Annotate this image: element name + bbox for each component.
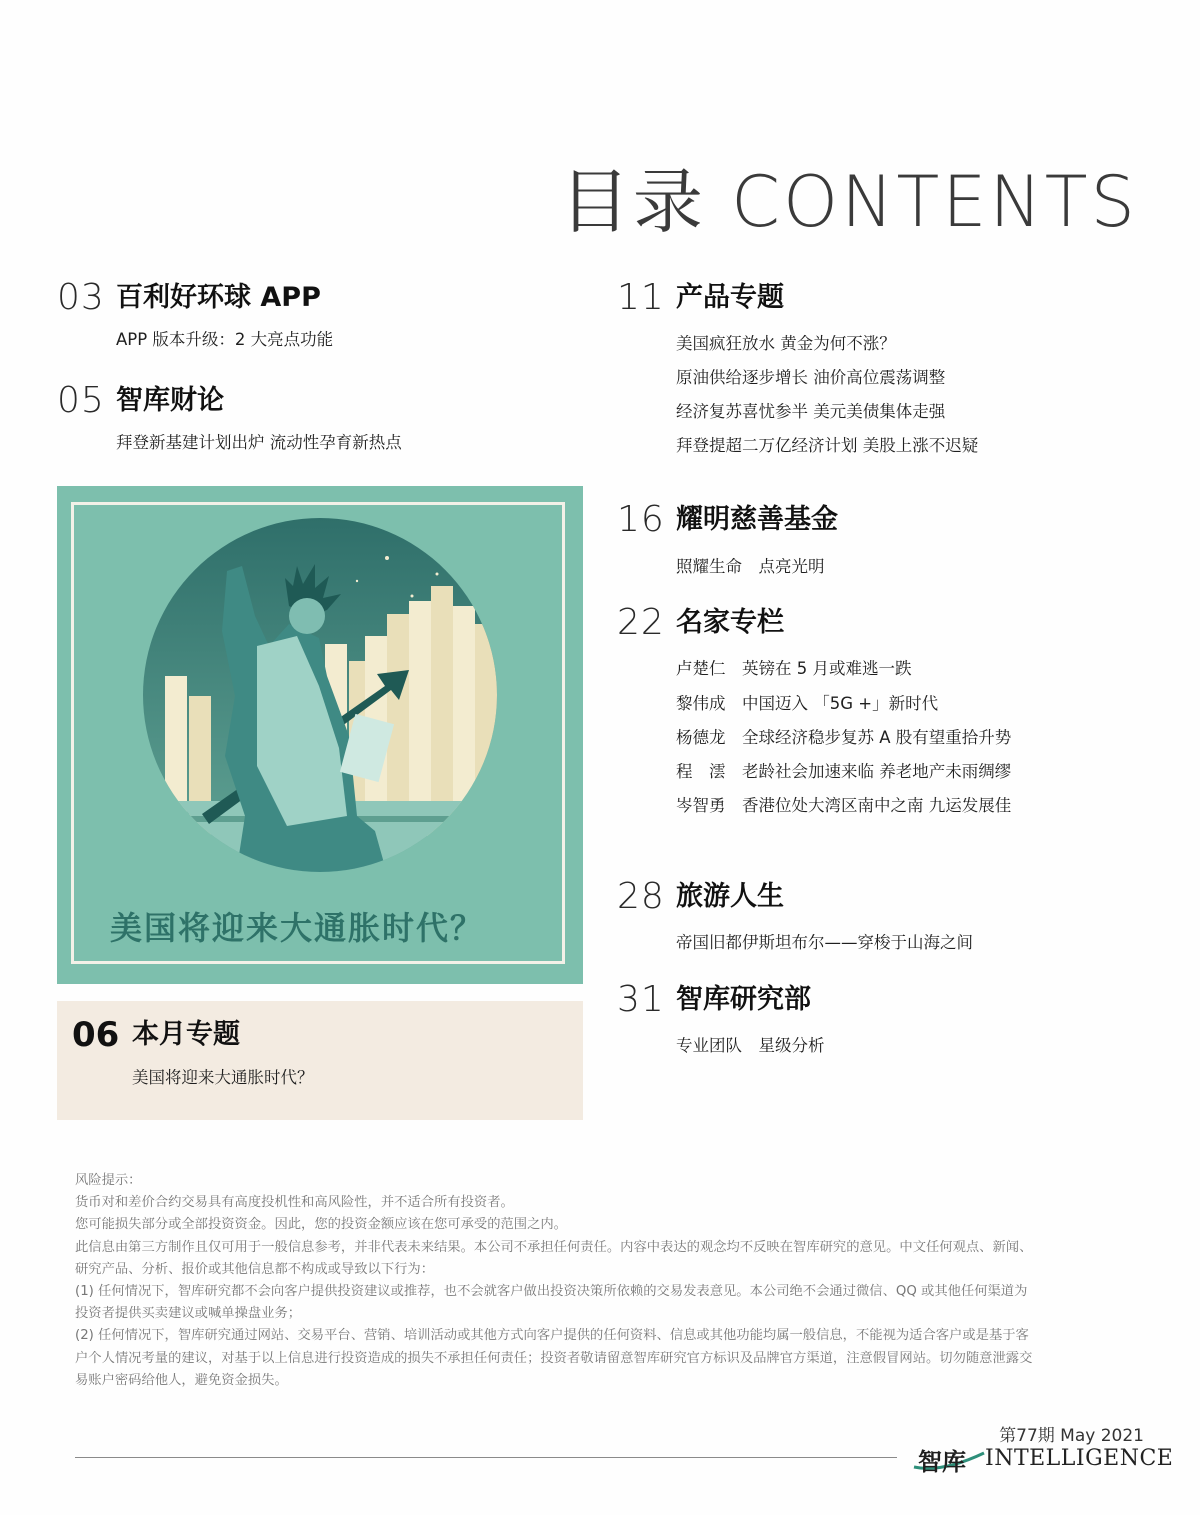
disclaimer-line: 风险提示： xyxy=(75,1173,142,1188)
column-entry[interactable] xyxy=(676,758,1011,782)
section-item[interactable]: 专业团队 星级分析 xyxy=(676,1036,825,1055)
section-number: 16 xyxy=(617,499,665,540)
section-title[interactable]: 百利好环球 APP xyxy=(116,282,321,313)
cover-headline: 美国将迎来大通胀时代？ xyxy=(109,909,484,947)
column-entry[interactable] xyxy=(676,792,1011,816)
section-item[interactable]: APP 版本升级：2 大亮点功能 xyxy=(116,330,334,349)
section-number: 06 xyxy=(72,1015,120,1055)
section-item[interactable]: 原油供给逐步增长 油价高位震荡调整 xyxy=(676,368,946,387)
issue-label: 第77期 May 2021 xyxy=(999,1426,1144,1446)
column-author: 程 澐 xyxy=(676,762,726,781)
section-number: 28 xyxy=(617,876,665,917)
column-title: 中国迈入 「5G +」新时代 xyxy=(742,694,939,713)
disclaimer-line: 户个人情况考量的建议，对基于以上信息进行投资造成的损失不承担任何责任；投资者敬请留意智库研究官方标识及品牌官方渠道，注意假冒网站。切勿随意泄露交 xyxy=(75,1350,1033,1366)
section-number: 05 xyxy=(57,380,105,421)
section-title[interactable]: 产品专题 xyxy=(676,282,784,313)
column-entry[interactable] xyxy=(676,690,938,714)
section-item[interactable]: 帝国旧都伊斯坦布尔——穿梭于山海之间 xyxy=(676,933,973,952)
section-title[interactable]: 名家专栏 xyxy=(676,607,784,638)
disclaimer-line: (2) 任何情况下，智库研究通过网站、交易平台、营销、培训活动或其他方式向客户提供的任何资料、信息或其他功能均属一般信息，不能视为适合客户或是基于客 xyxy=(75,1328,1029,1344)
disclaimer-line: 投资者提供买卖建议或喊单操盘业务； xyxy=(75,1306,302,1322)
column-title: 老龄社会加速来临 养老地产未雨绸缪 xyxy=(742,762,1012,781)
risk-disclaimer xyxy=(75,1170,1145,1392)
section-item[interactable]: 照耀生命 点亮光明 xyxy=(676,557,825,576)
disclaimer-line: 货币对和差价合约交易具有高度投机性和高风险性，并不适合所有投资者。 xyxy=(75,1195,514,1211)
section-item[interactable]: 经济复苏喜忧参半 美元美债集体走强 xyxy=(676,402,946,421)
column-author: 卢楚仁 xyxy=(676,659,726,678)
section-number: 03 xyxy=(57,277,105,318)
column-author: 岑智勇 xyxy=(676,796,726,815)
section-number: 31 xyxy=(617,979,665,1020)
section-item[interactable]: 美国疯狂放水 黄金为何不涨？ xyxy=(676,334,896,353)
footer-divider xyxy=(75,1457,897,1458)
disclaimer-line: 研究产品、分析、报价或其他信息都不构成或导致以下行为： xyxy=(75,1261,435,1277)
column-author: 杨德龙 xyxy=(676,728,726,747)
disclaimer-line: 易账户密码给他人，避免资金损失。 xyxy=(75,1372,288,1388)
section-title[interactable]: 旅游人生 xyxy=(676,881,784,912)
section-title[interactable]: 智库研究部 xyxy=(676,984,811,1015)
section-title[interactable]: 智库财论 xyxy=(116,385,224,416)
section-item[interactable]: 拜登提超二万亿经济计划 美股上涨不迟疑 xyxy=(676,436,979,455)
column-entry[interactable] xyxy=(676,724,1011,748)
section-title: 本月专题 xyxy=(132,1019,240,1050)
column-title: 英镑在 5 月或难逃一跌 xyxy=(742,659,912,678)
column-entry[interactable] xyxy=(676,655,912,679)
disclaimer-line: 您可能损失部分或全部投资资金。因此，您的投资金额应该在您可承受的范围之内。 xyxy=(75,1217,567,1233)
section-item[interactable]: 拜登新基建计划出炉 流动性孕育新热点 xyxy=(116,433,402,452)
column-title: 全球经济稳步复苏 A 股有望重拾升势 xyxy=(742,728,1012,747)
column-author: 黎伟成 xyxy=(676,694,726,713)
disclaimer-line: (1) 任何情况下，智库研究都不会向客户提供投资建议或推荐，也不会就客户做出投资决策所依赖的交易发表意见。本公司绝不会通过微信、QQ 或其他任何渠道为 xyxy=(75,1284,1028,1300)
section-title[interactable]: 耀明慈善基金 xyxy=(676,504,838,535)
brand-logo-en: INTELLIGENCE xyxy=(985,1446,1174,1471)
section-item: 美国将迎来大通胀时代？ xyxy=(132,1068,314,1087)
page-title: 目录 CONTENTS xyxy=(559,161,1138,243)
column-title: 香港位处大湾区南中之南 九运发展佳 xyxy=(742,796,1012,815)
disclaimer-line: 此信息由第三方制作且仅可用于一般信息参考，并非代表未来结果。本公司不承担任何责任。内容中表达的观念均不反映在智库研究的意见。中文任何观点、新闻、 xyxy=(75,1239,1033,1255)
brand-logo-cn: 智库 xyxy=(918,1447,966,1476)
section-number: 22 xyxy=(617,602,665,643)
feature-section[interactable] xyxy=(57,1001,583,1120)
section-number: 11 xyxy=(617,277,665,318)
